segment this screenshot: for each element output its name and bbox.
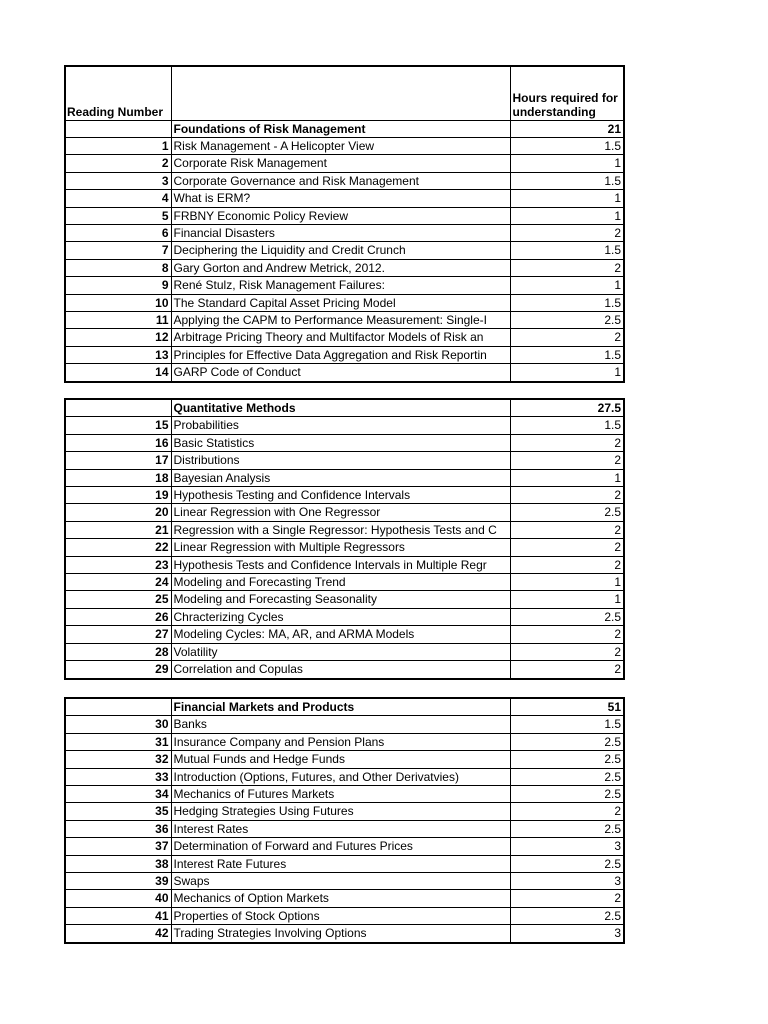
reading-number[interactable]: 29 (65, 661, 171, 679)
reading-title[interactable]: Distributions (171, 452, 510, 469)
reading-hours[interactable]: 1 (510, 155, 624, 172)
table-row (65, 716, 624, 733)
reading-title[interactable]: Correlation and Copulas (171, 661, 510, 679)
table-row (65, 608, 624, 625)
table-row (65, 574, 624, 591)
table-row (65, 417, 624, 434)
reading-hours[interactable]: 2 (510, 803, 624, 820)
reading-number[interactable]: 40 (65, 890, 171, 907)
reading-number[interactable]: 32 (65, 751, 171, 768)
reading-number[interactable]: 20 (65, 504, 171, 521)
reading-number[interactable]: 12 (65, 329, 171, 346)
reading-number[interactable]: 37 (65, 838, 171, 855)
reading-number[interactable]: 9 (65, 277, 171, 294)
table-row (65, 487, 624, 504)
header-row (65, 66, 624, 120)
table-row (65, 768, 624, 785)
reading-hours[interactable]: 2.5 (510, 504, 624, 521)
table-row (65, 469, 624, 486)
reading-title[interactable]: Mutual Funds and Hedge Funds (171, 751, 510, 768)
reading-title[interactable]: René Stulz, Risk Management Failures: (171, 277, 510, 294)
reading-number[interactable]: 39 (65, 873, 171, 890)
reading-title[interactable]: Chracterizing Cycles (171, 608, 510, 625)
table-row (65, 242, 624, 259)
reading-hours[interactable]: 2 (510, 661, 624, 679)
reading-number[interactable]: 35 (65, 803, 171, 820)
table-row (65, 434, 624, 451)
reading-number[interactable]: 11 (65, 311, 171, 328)
table-row (65, 452, 624, 469)
reading-hours[interactable]: 1.5 (510, 716, 624, 733)
reading-title[interactable]: Trading Strategies Involving Options (171, 925, 510, 943)
table-row (65, 364, 624, 382)
reading-title[interactable]: Mechanics of Option Markets (171, 890, 510, 907)
table-row (65, 925, 624, 943)
reading-hours[interactable]: 1.5 (510, 417, 624, 434)
reading-title[interactable]: Insurance Company and Pension Plans (171, 733, 510, 750)
reading-title[interactable]: Basic Statistics (171, 434, 510, 451)
section-header-row (65, 120, 624, 137)
reading-number[interactable]: 8 (65, 259, 171, 276)
reading-hours[interactable]: 2 (510, 643, 624, 660)
reading-title[interactable]: Interest Rates (171, 820, 510, 837)
reading-hours[interactable]: 2 (510, 452, 624, 469)
reading-hours[interactable]: 1 (510, 277, 624, 294)
reading-number[interactable]: 17 (65, 452, 171, 469)
reading-number-header[interactable]: Reading Number (65, 66, 171, 120)
section-total-hours[interactable]: 51 (510, 698, 624, 716)
reading-number[interactable]: 22 (65, 539, 171, 556)
reading-title[interactable]: Banks (171, 716, 510, 733)
table-row (65, 556, 624, 573)
table-row (65, 224, 624, 241)
reading-title[interactable]: FRBNY Economic Policy Review (171, 207, 510, 224)
reading-number[interactable]: 36 (65, 820, 171, 837)
reading-hours[interactable]: 2 (510, 224, 624, 241)
section-total-hours[interactable]: 27.5 (510, 399, 624, 417)
table-row (65, 873, 624, 890)
section-title[interactable]: Foundations of Risk Management (171, 120, 510, 137)
reading-hours[interactable]: 2.5 (510, 907, 624, 924)
reading-number[interactable]: 1 (65, 137, 171, 154)
reading-hours[interactable]: 1.5 (510, 346, 624, 363)
reading-number[interactable]: 38 (65, 855, 171, 872)
reading-title[interactable]: Volatility (171, 643, 510, 660)
table-row (65, 259, 624, 276)
reading-title[interactable]: Properties of Stock Options (171, 907, 510, 924)
table-row (65, 329, 624, 346)
section-title[interactable]: Financial Markets and Products (171, 698, 510, 716)
table-row (65, 855, 624, 872)
reading-number[interactable]: 41 (65, 907, 171, 924)
reading-title[interactable]: Corporate Governance and Risk Management (171, 172, 510, 189)
reading-hours[interactable]: 2 (510, 539, 624, 556)
reading-hours[interactable]: 3 (510, 925, 624, 943)
table-row (65, 521, 624, 538)
reading-title[interactable]: Risk Management - A Helicopter View (171, 137, 510, 154)
reading-table-financial-markets (64, 697, 625, 944)
reading-title[interactable]: Swaps (171, 873, 510, 890)
reading-number[interactable]: 24 (65, 574, 171, 591)
reading-number[interactable]: 21 (65, 521, 171, 538)
section-header-row (65, 399, 624, 417)
reading-title[interactable]: Interest Rate Futures (171, 855, 510, 872)
section-total-hours[interactable]: 21 (510, 120, 624, 137)
reading-hours[interactable]: 3 (510, 873, 624, 890)
reading-hours[interactable]: 1 (510, 469, 624, 486)
reading-title[interactable]: Corporate Risk Management (171, 155, 510, 172)
reading-title[interactable]: Principles for Effective Data Aggregation and Risk Reportin (171, 346, 510, 363)
table-row (65, 626, 624, 643)
reading-hours[interactable]: 1.5 (510, 172, 624, 189)
reading-title[interactable]: Deciphering the Liquidity and Credit Crunch (171, 242, 510, 259)
reading-number[interactable]: 6 (65, 224, 171, 241)
table-row (65, 643, 624, 660)
reading-number[interactable]: 3 (65, 172, 171, 189)
reading-hours[interactable]: 2 (510, 259, 624, 276)
reading-hours[interactable]: 2.5 (510, 608, 624, 625)
reading-hours[interactable]: 1 (510, 190, 624, 207)
reading-hours[interactable]: 2.5 (510, 786, 624, 803)
reading-hours[interactable]: 2 (510, 487, 624, 504)
reading-title[interactable]: What is ERM? (171, 190, 510, 207)
table-row (65, 838, 624, 855)
reading-hours[interactable]: 2 (510, 329, 624, 346)
table-row (65, 591, 624, 608)
reading-number[interactable]: 7 (65, 242, 171, 259)
reading-title[interactable]: Applying the CAPM to Performance Measurement: Single-I (171, 311, 510, 328)
reading-number[interactable]: 28 (65, 643, 171, 660)
reading-hours[interactable]: 1.5 (510, 242, 624, 259)
reading-hours[interactable]: 2 (510, 626, 624, 643)
reading-hours[interactable]: 3 (510, 838, 624, 855)
reading-number[interactable]: 16 (65, 434, 171, 451)
reading-title[interactable]: Modeling and Forecasting Seasonality (171, 591, 510, 608)
reading-number[interactable]: 19 (65, 487, 171, 504)
table-row (65, 820, 624, 837)
reading-number[interactable]: 4 (65, 190, 171, 207)
reading-hours[interactable]: 2 (510, 434, 624, 451)
reading-number[interactable]: 25 (65, 591, 171, 608)
hours-header[interactable]: Hours required for understanding (510, 66, 624, 120)
reading-title[interactable]: Introduction (Options, Futures, and Other Derivatvies) (171, 768, 510, 785)
reading-number[interactable]: 34 (65, 786, 171, 803)
section-number-cell[interactable] (65, 120, 171, 137)
table-row (65, 346, 624, 363)
reading-hours[interactable]: 1.5 (510, 294, 624, 311)
section-number-cell[interactable] (65, 399, 171, 417)
reading-title[interactable]: GARP Code of Conduct (171, 364, 510, 382)
reading-hours[interactable]: 2 (510, 521, 624, 538)
reading-title[interactable]: Modeling Cycles: MA, AR, and ARMA Models (171, 626, 510, 643)
reading-number[interactable]: 26 (65, 608, 171, 625)
reading-hours[interactable]: 2.5 (510, 733, 624, 750)
reading-number[interactable]: 42 (65, 925, 171, 943)
table-row (65, 277, 624, 294)
title-header-cell[interactable] (171, 66, 510, 120)
table-row (65, 751, 624, 768)
section-number-cell[interactable] (65, 698, 171, 716)
table-row (65, 294, 624, 311)
reading-number[interactable]: 10 (65, 294, 171, 311)
reading-number[interactable]: 5 (65, 207, 171, 224)
reading-title[interactable]: Hypothesis Tests and Confidence Intervals in Multiple Regr (171, 556, 510, 573)
reading-hours[interactable]: 2 (510, 556, 624, 573)
reading-title[interactable]: The Standard Capital Asset Pricing Model (171, 294, 510, 311)
table-row (65, 207, 624, 224)
reading-hours[interactable]: 2.5 (510, 311, 624, 328)
section-title[interactable]: Quantitative Methods (171, 399, 510, 417)
reading-hours[interactable]: 2.5 (510, 820, 624, 837)
reading-number[interactable]: 2 (65, 155, 171, 172)
reading-title[interactable]: Probabilities (171, 417, 510, 434)
reading-hours[interactable]: 1 (510, 591, 624, 608)
reading-number[interactable]: 18 (65, 469, 171, 486)
reading-title[interactable]: Arbitrage Pricing Theory and Multifactor Models of Risk an (171, 329, 510, 346)
reading-title[interactable]: Gary Gorton and Andrew Metrick, 2012. (171, 259, 510, 276)
table-row (65, 539, 624, 556)
table-row (65, 733, 624, 750)
reading-title[interactable]: Hypothesis Testing and Confidence Intervals (171, 487, 510, 504)
reading-table-quantitative (64, 398, 625, 680)
reading-hours[interactable]: 2.5 (510, 768, 624, 785)
reading-title[interactable]: Mechanics of Futures Markets (171, 786, 510, 803)
reading-number[interactable]: 23 (65, 556, 171, 573)
table-row (65, 661, 624, 679)
reading-hours[interactable]: 1 (510, 207, 624, 224)
table-row (65, 311, 624, 328)
table-row (65, 190, 624, 207)
reading-number[interactable]: 27 (65, 626, 171, 643)
table-row (65, 137, 624, 154)
reading-hours[interactable]: 2.5 (510, 855, 624, 872)
reading-title[interactable]: Hedging Strategies Using Futures (171, 803, 510, 820)
reading-hours[interactable]: 2 (510, 890, 624, 907)
reading-number[interactable]: 31 (65, 733, 171, 750)
table-row (65, 890, 624, 907)
reading-title[interactable]: Regression with a Single Regressor: Hypothesis Tests and C (171, 521, 510, 538)
reading-title[interactable]: Modeling and Forecasting Trend (171, 574, 510, 591)
table-row (65, 786, 624, 803)
reading-hours[interactable]: 1 (510, 574, 624, 591)
table-row (65, 155, 624, 172)
table-row (65, 172, 624, 189)
section-header-row (65, 698, 624, 716)
table-row (65, 504, 624, 521)
reading-title[interactable]: Linear Regression with Multiple Regressors (171, 539, 510, 556)
reading-hours[interactable]: 1 (510, 364, 624, 382)
reading-title[interactable]: Bayesian Analysis (171, 469, 510, 486)
reading-title[interactable]: Financial Disasters (171, 224, 510, 241)
reading-hours[interactable]: 2.5 (510, 751, 624, 768)
reading-number[interactable]: 33 (65, 768, 171, 785)
reading-hours[interactable]: 1.5 (510, 137, 624, 154)
reading-title[interactable]: Determination of Forward and Futures Prices (171, 838, 510, 855)
reading-number[interactable]: 30 (65, 716, 171, 733)
reading-title[interactable]: Linear Regression with One Regressor (171, 504, 510, 521)
reading-table-foundations (64, 65, 625, 383)
reading-number[interactable]: 14 (65, 364, 171, 382)
table-row (65, 907, 624, 924)
reading-number[interactable]: 13 (65, 346, 171, 363)
reading-number[interactable]: 15 (65, 417, 171, 434)
table-row (65, 803, 624, 820)
